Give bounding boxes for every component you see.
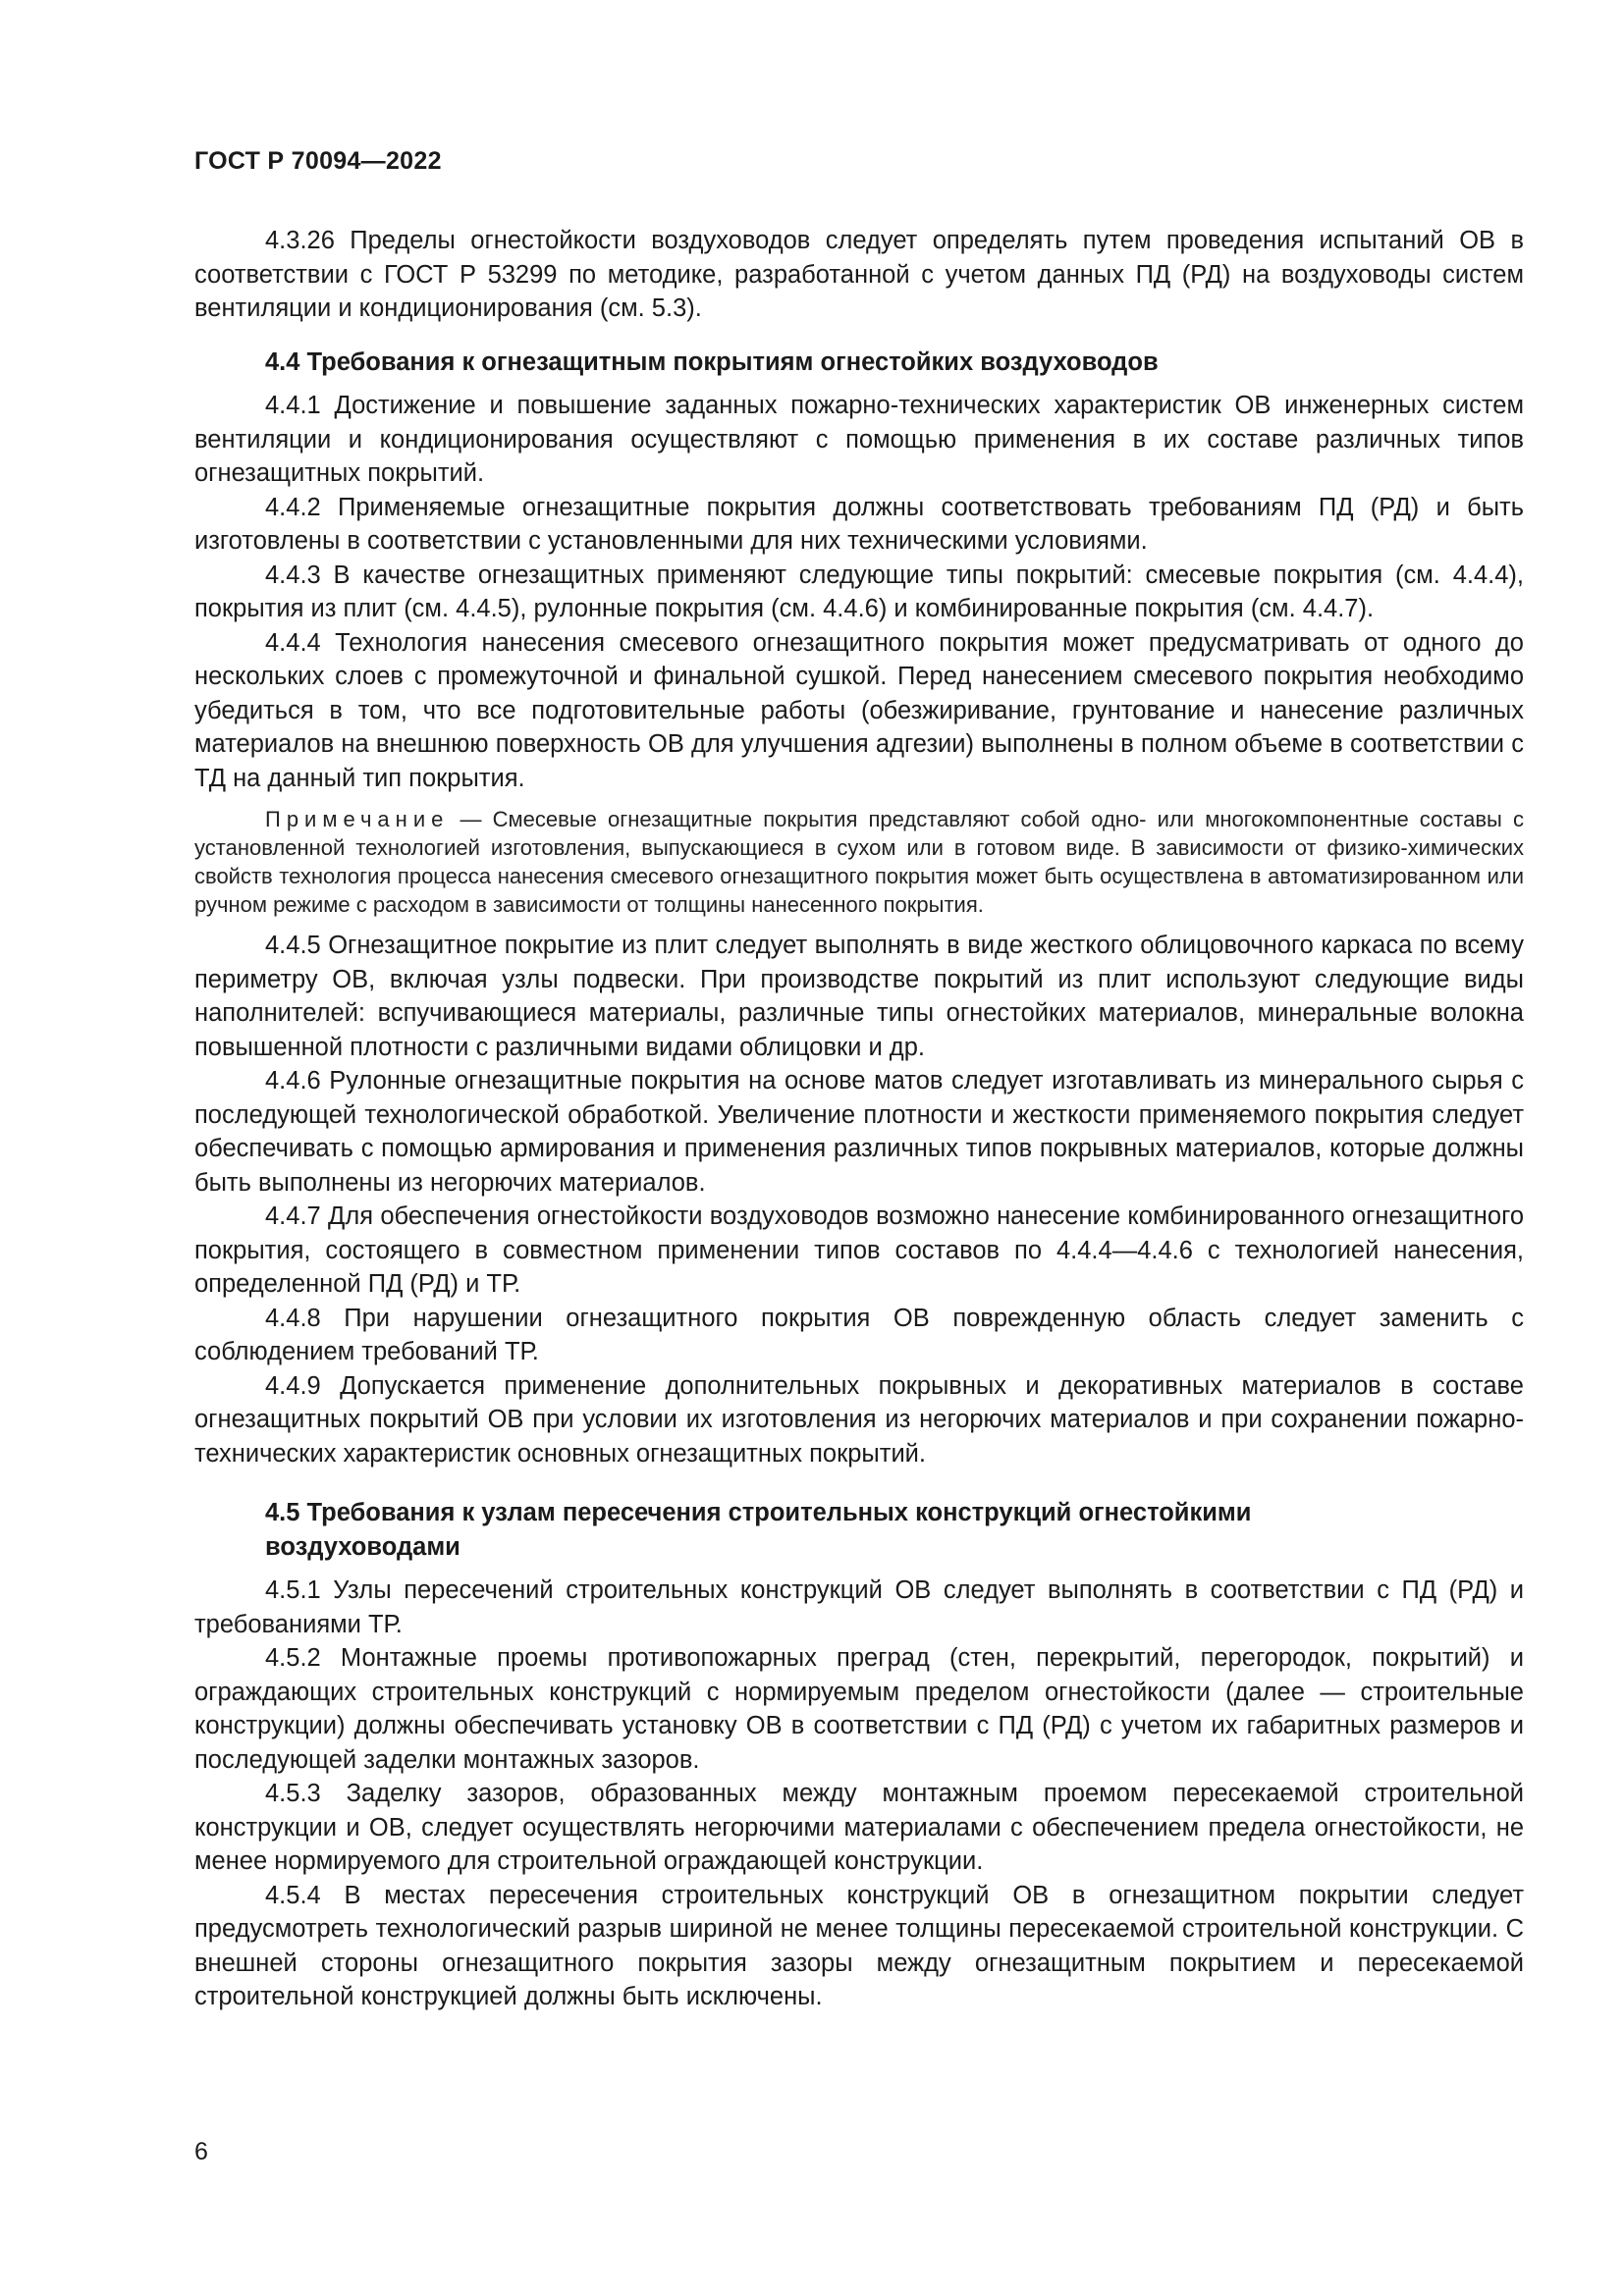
- paragraph-4-4-6: 4.4.6 Рулонные огнезащитные покрытия на основе матов следует изготавливать из минерального сырья с последующей технологической обработкой. Увеличение плотности и жесткости применяемого покрытия следует обеспечивать с помощью армирования и применения различных типов покрывных материалов, которые должны быть выполнены из негорючих материалов.: [194, 1067, 1524, 1197]
- paragraph-4-4-1: 4.4.1 Достижение и повышение заданных пожарно-технических характеристик ОВ инженерных систем вентиляции и кондиционирования осуществляют с помощью применения в их составе различных типов огнезащитных покрытий.: [194, 392, 1524, 487]
- paragraph-4-4-5: 4.4.5 Огнезащитное покрытие из плит следует выполнять в виде жесткого облицовочного каркаса по всему периметру ОВ, включая узлы подвески. При производстве покрытий из плит используют следующие виды наполнителей: вспучивающиеся материалы, различные типы огнестойких материалов, минеральные волокна повышенной плотности с различными видами облицовки и др.: [194, 932, 1524, 1061]
- note-text: — Смесевые огнезащитные покрытия представляют собой одно- или многокомпонентные составы с установленной технологией изготовления, выпускающиеся в сухом или в готовом виде. В зависимости от физико-химических свойств технология процесса нанесения смесевого огнезащитного покрытия может быть осуществлена в автоматизированном или ручном режиме с расходом в зависимости от толщины нанесенного покрытия.: [194, 807, 1524, 917]
- section-heading-4-4: 4.4 Требования к огнезащитным покрытиям огнестойких воздуховодов: [265, 347, 1159, 376]
- paragraph-4-5-2: 4.5.2 Монтажные проемы противопожарных преград (стен, перекрытий, перегородок, покрытий) и ограждающих строительных конструкций с нормируемым пределом огнестойкости (далее — строительные конструкции) должны обеспечивать установку ОВ в соответствии с ПД (РД) с учетом их габаритных размеров и последующей заделки монтажных зазоров.: [194, 1644, 1524, 1774]
- paragraph-4-5-4: 4.5.4 В местах пересечения строительных конструкций ОВ в огнезащитном покрытии следует предусмотреть технологический разрыв шириной не менее толщины пересекаемой строительной конструкции. С внешней стороны огнезащитного покрытия зазоры между огнезащитным покрытием и пересекаемой строительной конструкцией должны быть исключены.: [194, 1881, 1524, 2010]
- paragraph-4-4-4: 4.4.4 Технология нанесения смесевого огнезащитного покрытия может предусматривать от одного до нескольких слоев с промежуточной и финальной сушкой. Перед нанесением смесевого покрытия необходимо убедиться в том, что все подготовительные работы (обезжиривание, грунтование и нанесение различных материалов на внешнюю поверхность ОВ для улучшения адгезии) выполнены в полном объеме в соответствии с ТД на данный тип покрытия.: [194, 628, 1524, 792]
- paragraph-4-5-3: 4.5.3 Заделку зазоров, образованных между монтажным проемом пересекаемой строительной конструкции и ОВ, следует осуществлять негорючими материалами с обеспечением предела огнестойкости, не менее нормируемого для строительной ограждающей конструкции.: [194, 1780, 1524, 1875]
- paragraph-4-5-1: 4.5.1 Узлы пересечений строительных конструкций ОВ следует выполнять в соответствии с ПД (РД) и требованиями ТР.: [194, 1576, 1524, 1638]
- paragraph-4-4-7: 4.4.7 Для обеспечения огнестойкости воздуховодов возможно нанесение комбинированного огнезащитного покрытия, состоящего в совместном применении типов составов по 4.4.4—4.4.6 с технологией нанесения, определенной ПД (РД) и ТР.: [194, 1202, 1524, 1298]
- document-body: [194, 224, 1524, 2014]
- note-label: Примечание: [265, 807, 450, 831]
- paragraph-4-4-8: 4.4.8 При нарушении огнезащитного покрытия ОВ поврежденную область следует заменить с соблюдением требований ТР.: [194, 1304, 1524, 1365]
- paragraph-4-4-3: 4.4.3 В качестве огнезащитных применяют следующие типы покрытий: смесевые покрытия (см. 4.4.4), покрытия из плит (см. 4.4.5), рулонные покрытия (см. 4.4.6) и комбинированные покрытия (см. 4.4.7).: [194, 561, 1524, 622]
- paragraph-4-4-2: 4.4.2 Применяемые огнезащитные покрытия должны соответствовать требованиям ПД (РД) и быть изготовлены в соответствии с установленными для них техническими условиями.: [194, 493, 1524, 555]
- page-number: 6: [194, 2138, 208, 2165]
- section-heading-4-5: 4.5 Требования к узлам пересечения строительных конструкций огнестойкими воздуховодами: [265, 1499, 1252, 1561]
- paragraph-4-3-26: 4.3.26 Пределы огнестойкости воздуховодов следует определять путем проведения испытаний ОВ в соответствии с ГОСТ Р 53299 по методике, разработанной с учетом данных ПД (РД) на воздуховоды систем вентиляции и кондиционирования (см. 5.3).: [194, 227, 1524, 322]
- document-code-header: ГОСТ Р 70094—2022: [194, 147, 442, 175]
- note-block: [194, 805, 1524, 919]
- paragraph-4-4-9: 4.4.9 Допускается применение дополнительных покрывных и декоративных материалов в составе огнезащитных покрытий ОВ при условии их изготовления из негорючих материалов и при сохранении пожарно-технических характеристик основных огнезащитных покрытий.: [194, 1371, 1524, 1468]
